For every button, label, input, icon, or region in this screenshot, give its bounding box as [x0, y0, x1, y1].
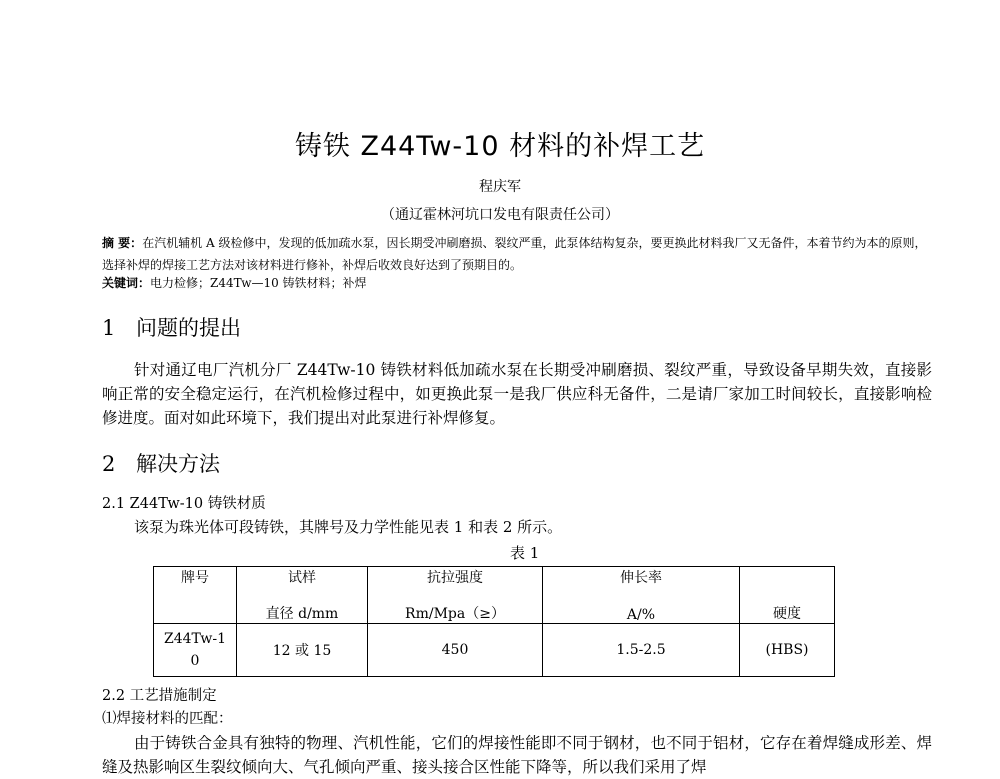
header-top-text: 伸长率: [620, 570, 662, 586]
section-number: 1: [102, 316, 116, 340]
section-number: 2: [102, 452, 116, 476]
table-cell-hardness: (HBS): [740, 624, 835, 677]
keywords-label: 关键词：: [102, 276, 151, 290]
table-header-row: [154, 567, 835, 624]
table-header-cell: [237, 567, 368, 624]
subsection-2-2-paragraph: 由于铸铁合金具有独特的物理、汽机性能，它们的焊接性能即不同于钢材，也不同于铝材，它存在着焊缝成形差、焊缝及热影响区生裂纹倾向大、气孔倾向严重、接头接合区性能下降等，所以我们采用了焊: [102, 734, 932, 776]
table-header-cell: [368, 567, 543, 624]
abstract-label: 摘 要：: [102, 236, 143, 250]
subsection-2-1-text: 该泵为珠光体可段铸铁，其牌号及力学性能见表 1 和表 2 所示。: [134, 518, 563, 536]
table-header-cell: [154, 567, 237, 624]
header-top-text: 牌号: [181, 570, 209, 586]
table-row: [154, 624, 835, 677]
table-1-caption: 表 1: [510, 544, 540, 562]
section-heading-1: [102, 312, 241, 342]
section-title: 问题的提出: [136, 316, 241, 340]
abstract-text: 在汽机辅机 A 级检修中，发现的低加疏水泵，因长期受冲刷磨损、裂纹严重，此泵体结构复杂，要更换此材料我厂又无备件，本着节约为本的原则，选择补焊的焊接工艺方法对该材料进行修补，补焊后收效良好达到了预期目的。: [102, 236, 927, 272]
table-header-cell: [543, 567, 740, 624]
author-affiliation: （通辽霍林河坑口发电有限责任公司）: [381, 207, 619, 223]
grade-line-2: 0: [190, 653, 200, 669]
subsection-2-1-heading: 2.1 Z44Tw-10 铸铁材质: [102, 496, 266, 512]
header-top-text: 抗拉强度: [427, 570, 483, 586]
table-cell-diameter: 12 或 15: [237, 624, 368, 677]
header-top-text: 试样: [288, 570, 316, 586]
section-heading-2: [102, 448, 220, 478]
grade-line-1: Z44Tw-1: [163, 631, 226, 647]
subsection-2-2-heading: 2.2 工艺措施制定: [102, 688, 217, 704]
subsection-2-2-item: ⑴焊接材料的匹配：: [102, 711, 233, 727]
section-title: 解决方法: [136, 452, 220, 476]
table-header-cell: [740, 567, 835, 624]
header-bottom-text: Rm/Mpa（≥）: [405, 606, 505, 622]
section-1-paragraph: 针对通辽电厂汽机分厂 Z44Tw-10 铸铁材料低加疏水泵在长期受冲刷磨损、裂纹严重，导致设备早期失效，直接影响正常的安全稳定运行，在汽机检修过程中，如更换此泵一是我厂供应科无备件，二是请厂家加工时间较长，直接影响检修进度。面对如此环境下，我们提出对此泵进行补焊修复。: [102, 361, 932, 427]
keywords: [102, 274, 367, 291]
header-bottom-text: A/%: [626, 607, 656, 623]
author-name: 程庆军: [479, 179, 521, 195]
table-1: [153, 566, 835, 677]
table-cell-elongation: 1.5-2.5: [543, 624, 740, 677]
page-title: 铸铁 Z44Tw-10 材料的补焊工艺: [294, 131, 706, 162]
abstract: [102, 232, 932, 276]
table-cell-grade: [154, 624, 237, 677]
header-bottom-text: 硬度: [773, 606, 801, 622]
table-cell-strength: 450: [368, 624, 543, 677]
keywords-text: 电力检修；Z44Tw—10 铸铁材料；补焊: [150, 276, 367, 290]
header-bottom-text: 直径 d/mm: [265, 606, 339, 622]
